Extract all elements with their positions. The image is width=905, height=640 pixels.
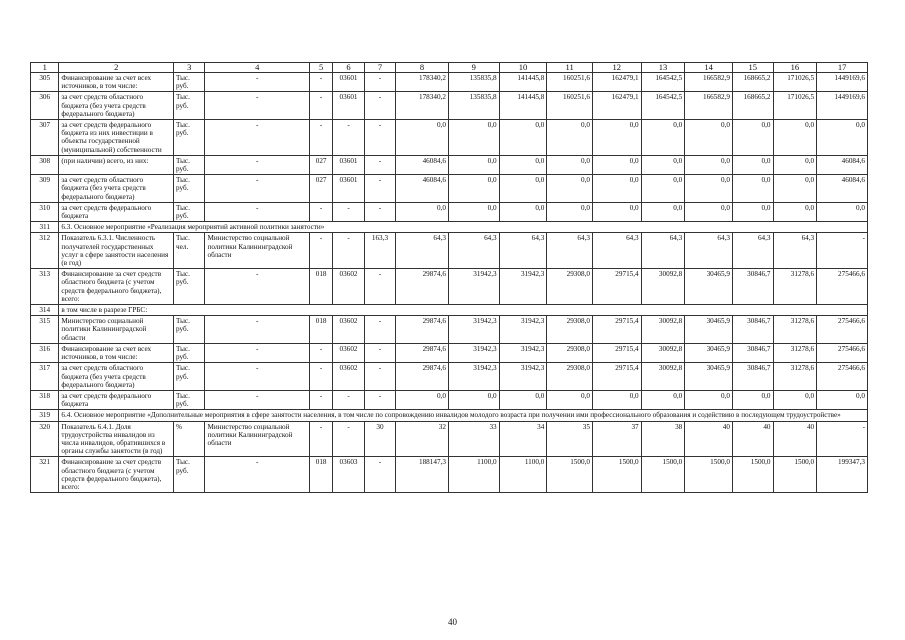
value-cell: 0,0 — [773, 175, 817, 203]
value-cell: 29715,4 — [592, 363, 641, 391]
value-cell: 29874,6 — [396, 363, 449, 391]
value-cell: 0,0 — [499, 120, 547, 156]
value-cell: - — [364, 120, 395, 156]
value-cell: 0,0 — [773, 155, 817, 174]
value-cell: 141445,8 — [499, 92, 547, 120]
value-cell: - — [309, 92, 332, 120]
row-number: 308 — [31, 155, 59, 174]
value-cell: 0,0 — [396, 390, 449, 409]
row-number: 314 — [31, 305, 59, 316]
table-row — [31, 202, 868, 221]
value-cell: 38 — [641, 421, 685, 457]
value-cell: 0,0 — [448, 175, 499, 203]
value-cell: 0,0 — [817, 202, 868, 221]
executor-cell: - — [205, 457, 309, 493]
value-cell: 178340,2 — [396, 92, 449, 120]
row-number: 305 — [31, 73, 59, 92]
value-cell: 0,0 — [732, 390, 773, 409]
value-cell: 171026,5 — [773, 73, 817, 92]
value-cell: 027 — [309, 155, 332, 174]
value-cell: - — [333, 202, 364, 221]
value-cell: 29308,0 — [547, 363, 593, 391]
row-number: 318 — [31, 390, 59, 409]
row-number: 312 — [31, 233, 59, 269]
executor-cell: - — [205, 343, 309, 362]
value-cell: - — [364, 155, 395, 174]
executor-cell: - — [205, 202, 309, 221]
executor-cell: - — [205, 120, 309, 156]
value-cell: - — [364, 457, 395, 493]
row-number: 315 — [31, 316, 59, 344]
value-cell: 1500,0 — [773, 457, 817, 493]
row-label: за счет средств областного бюджета (без учета средств федерального бюджета) — [59, 363, 174, 391]
value-cell: 29308,0 — [547, 343, 593, 362]
value-cell: 0,0 — [396, 202, 449, 221]
value-cell: - — [309, 120, 332, 156]
value-cell: - — [364, 316, 395, 344]
value-cell: 0,0 — [547, 390, 593, 409]
value-cell: 0,0 — [732, 202, 773, 221]
value-cell: 0,0 — [685, 155, 733, 174]
row-label: Финансирование за счет всех источников, в том числе: — [59, 73, 174, 92]
value-cell: 162479,1 — [592, 92, 641, 120]
table-row — [31, 155, 868, 174]
row-label: за счет средств федерального бюджета из них инвестиции в объекты государственной (муниципальной) собственности — [59, 120, 174, 156]
unit-cell: Тыс. руб. — [174, 73, 205, 92]
value-cell: 03601 — [333, 175, 364, 203]
row-number: 321 — [31, 457, 59, 493]
value-cell: 0,0 — [499, 155, 547, 174]
value-cell: 31278,6 — [773, 269, 817, 305]
value-cell: 135835,8 — [448, 73, 499, 92]
value-cell: 164542,5 — [641, 92, 685, 120]
value-cell: 31278,6 — [773, 363, 817, 391]
value-cell: 31942,3 — [499, 343, 547, 362]
value-cell: - — [364, 390, 395, 409]
unit-cell: Тыс. руб. — [174, 92, 205, 120]
value-cell: 46084,6 — [817, 175, 868, 203]
section-heading: 6.3. Основное мероприятие «Реализация мероприятий активной политики занятости» — [59, 222, 868, 233]
table-row — [31, 305, 868, 316]
value-cell: 29874,6 — [396, 343, 449, 362]
value-cell: 30092,8 — [641, 316, 685, 344]
value-cell: 1500,0 — [547, 457, 593, 493]
value-cell: 0,0 — [396, 120, 449, 156]
row-label: Показатель 6.3.1. Численность получателей государственных услуг в сфере занятости населения (в год) — [59, 233, 174, 269]
value-cell: 0,0 — [641, 175, 685, 203]
value-cell: 0,0 — [448, 202, 499, 221]
value-cell: 1449169,6 — [817, 92, 868, 120]
header-cell: 1 — [31, 63, 59, 73]
header-row — [31, 63, 868, 73]
value-cell: - — [309, 390, 332, 409]
unit-cell: Тыс. руб. — [174, 363, 205, 391]
row-number: 319 — [31, 410, 59, 421]
value-cell: 31942,3 — [499, 269, 547, 305]
value-cell: 0,0 — [685, 390, 733, 409]
value-cell: - — [333, 120, 364, 156]
value-cell: 275466,6 — [817, 343, 868, 362]
value-cell: 0,0 — [773, 202, 817, 221]
value-cell: - — [309, 233, 332, 269]
value-cell: - — [309, 421, 332, 457]
value-cell: - — [309, 73, 332, 92]
value-cell: 0,0 — [685, 120, 733, 156]
value-cell: - — [309, 202, 332, 221]
value-cell: 30092,8 — [641, 269, 685, 305]
value-cell: 29715,4 — [592, 343, 641, 362]
value-cell: 29308,0 — [547, 269, 593, 305]
value-cell: 0,0 — [685, 202, 733, 221]
value-cell: - — [817, 421, 868, 457]
section-heading: 6.4. Основное мероприятие «Дополнительные мероприятия в сфере занятости населения, в том числе по сопровождению инвалидов молодого возраста при получении ими профессионального образования и содействию в последующем трудоустройстве» — [59, 410, 868, 421]
value-cell: 0,0 — [448, 155, 499, 174]
value-cell: 31942,3 — [448, 363, 499, 391]
value-cell: 64,3 — [773, 233, 817, 269]
row-label: Финансирование за счет всех источников, в том числе: — [59, 343, 174, 362]
header-cell: 7 — [364, 63, 395, 73]
table-row — [31, 457, 868, 493]
value-cell: - — [309, 363, 332, 391]
budget-table — [30, 62, 868, 493]
row-number: 311 — [31, 222, 59, 233]
header-cell: 12 — [592, 63, 641, 73]
value-cell: 31942,3 — [499, 363, 547, 391]
table-row — [31, 316, 868, 344]
value-cell: 34 — [499, 421, 547, 457]
value-cell: 275466,6 — [817, 269, 868, 305]
value-cell: 30092,8 — [641, 363, 685, 391]
value-cell: 162479,1 — [592, 73, 641, 92]
value-cell: - — [817, 233, 868, 269]
value-cell: - — [333, 421, 364, 457]
executor-cell: - — [205, 73, 309, 92]
value-cell: 1500,0 — [732, 457, 773, 493]
value-cell: 03602 — [333, 269, 364, 305]
value-cell: 29874,6 — [396, 269, 449, 305]
table-row — [31, 233, 868, 269]
value-cell: 03601 — [333, 73, 364, 92]
value-cell: 30846,7 — [732, 269, 773, 305]
row-number: 317 — [31, 363, 59, 391]
value-cell: 64,3 — [592, 233, 641, 269]
executor-cell: - — [205, 175, 309, 203]
row-label: за счет средств федерального бюджета — [59, 390, 174, 409]
value-cell: 0,0 — [547, 120, 593, 156]
value-cell: 64,3 — [448, 233, 499, 269]
table-row — [31, 222, 868, 233]
value-cell: 35 — [547, 421, 593, 457]
value-cell: 0,0 — [732, 120, 773, 156]
executor-cell: - — [205, 390, 309, 409]
header-cell: 8 — [396, 63, 449, 73]
table-row — [31, 73, 868, 92]
unit-cell: Тыс. руб. — [174, 120, 205, 156]
value-cell: 018 — [309, 316, 332, 344]
value-cell: 1500,0 — [641, 457, 685, 493]
unit-cell: Тыс. руб. — [174, 155, 205, 174]
executor-cell: - — [205, 316, 309, 344]
value-cell: 0,0 — [641, 155, 685, 174]
header-cell: 10 — [499, 63, 547, 73]
executor-cell: - — [205, 269, 309, 305]
value-cell: 027 — [309, 175, 332, 203]
value-cell: 0,0 — [448, 390, 499, 409]
unit-cell: Тыс. руб. — [174, 269, 205, 305]
value-cell: 30465,9 — [685, 363, 733, 391]
value-cell: 0,0 — [641, 390, 685, 409]
value-cell: 64,3 — [547, 233, 593, 269]
value-cell: 31942,3 — [448, 316, 499, 344]
value-cell: 166582,9 — [685, 73, 733, 92]
row-label: Показатель 6.4.1. Доля трудоустройства инвалидов из числа инвалидов, обратившихся в органы службы занятости (в год) — [59, 421, 174, 457]
unit-cell: Тыс. чел. — [174, 233, 205, 269]
row-number: 310 — [31, 202, 59, 221]
header-cell: 6 — [333, 63, 364, 73]
value-cell: 29715,4 — [592, 316, 641, 344]
value-cell: 0,0 — [685, 175, 733, 203]
section-heading: в том числе в разрезе ГРБС: — [59, 305, 868, 316]
value-cell: 018 — [309, 457, 332, 493]
unit-cell: Тыс. руб. — [174, 316, 205, 344]
value-cell: 0,0 — [547, 155, 593, 174]
unit-cell: Тыс. руб. — [174, 175, 205, 203]
header-cell: 15 — [732, 63, 773, 73]
value-cell: 30846,7 — [732, 343, 773, 362]
header-cell: 13 — [641, 63, 685, 73]
value-cell: 31942,3 — [448, 343, 499, 362]
value-cell: 64,3 — [685, 233, 733, 269]
value-cell: 64,3 — [396, 233, 449, 269]
value-cell: 29874,6 — [396, 316, 449, 344]
value-cell: 30465,9 — [685, 269, 733, 305]
value-cell: - — [364, 202, 395, 221]
row-number: 313 — [31, 269, 59, 305]
value-cell: 1449169,6 — [817, 73, 868, 92]
value-cell: - — [364, 92, 395, 120]
value-cell: 64,3 — [641, 233, 685, 269]
row-label: за счет средств областного бюджета (без учета средств федерального бюджета) — [59, 92, 174, 120]
table-row — [31, 120, 868, 156]
value-cell: 160251,6 — [547, 73, 593, 92]
value-cell: 31942,3 — [448, 269, 499, 305]
header-cell: 9 — [448, 63, 499, 73]
value-cell: 30 — [364, 421, 395, 457]
value-cell: 03603 — [333, 457, 364, 493]
value-cell: 275466,6 — [817, 316, 868, 344]
executor-cell: - — [205, 92, 309, 120]
value-cell: 178340,2 — [396, 73, 449, 92]
value-cell: 32 — [396, 421, 449, 457]
value-cell: 30092,8 — [641, 343, 685, 362]
value-cell: 0,0 — [732, 155, 773, 174]
header-cell: 14 — [685, 63, 733, 73]
value-cell: 29308,0 — [547, 316, 593, 344]
value-cell: 0,0 — [592, 390, 641, 409]
value-cell: 1500,0 — [685, 457, 733, 493]
value-cell: 160251,6 — [547, 92, 593, 120]
value-cell: 0,0 — [499, 390, 547, 409]
value-cell: 46084,6 — [396, 155, 449, 174]
value-cell: 168665,2 — [732, 73, 773, 92]
row-number: 320 — [31, 421, 59, 457]
value-cell: - — [364, 269, 395, 305]
value-cell: 0,0 — [773, 390, 817, 409]
row-number: 307 — [31, 120, 59, 156]
value-cell: 171026,5 — [773, 92, 817, 120]
value-cell: 03601 — [333, 155, 364, 174]
value-cell: 46084,6 — [396, 175, 449, 203]
value-cell: 0,0 — [732, 175, 773, 203]
value-cell: - — [364, 73, 395, 92]
value-cell: 31278,6 — [773, 316, 817, 344]
value-cell: 0,0 — [547, 175, 593, 203]
table-row — [31, 175, 868, 203]
value-cell: 163,3 — [364, 233, 395, 269]
executor-cell: Министерство социальной политики Калининградской области — [205, 233, 309, 269]
row-label: за счет средств федерального бюджета — [59, 202, 174, 221]
value-cell: 0,0 — [448, 120, 499, 156]
row-number: 316 — [31, 343, 59, 362]
table-row — [31, 343, 868, 362]
header-cell: 2 — [59, 63, 174, 73]
row-label: Финансирование за счет средств областного бюджета (с учетом средств федерального бюджета), всего: — [59, 269, 174, 305]
value-cell: 0,0 — [592, 155, 641, 174]
value-cell: - — [364, 343, 395, 362]
page-number: 40 — [448, 617, 457, 627]
value-cell: - — [333, 233, 364, 269]
value-cell: 0,0 — [592, 175, 641, 203]
value-cell: 0,0 — [817, 120, 868, 156]
header-cell: 17 — [817, 63, 868, 73]
value-cell: 0,0 — [641, 202, 685, 221]
value-cell: 141445,8 — [499, 73, 547, 92]
value-cell: 03601 — [333, 92, 364, 120]
executor-cell: - — [205, 155, 309, 174]
value-cell: 30846,7 — [732, 363, 773, 391]
value-cell: - — [364, 175, 395, 203]
table-row — [31, 410, 868, 421]
value-cell: 0,0 — [547, 202, 593, 221]
value-cell: 30465,9 — [685, 316, 733, 344]
value-cell: 0,0 — [773, 120, 817, 156]
header-cell: 11 — [547, 63, 593, 73]
value-cell: 018 — [309, 269, 332, 305]
table-row — [31, 92, 868, 120]
value-cell: 31942,3 — [499, 316, 547, 344]
value-cell: 03602 — [333, 363, 364, 391]
value-cell: 30846,7 — [732, 316, 773, 344]
value-cell: 275466,6 — [817, 363, 868, 391]
value-cell: 1100,0 — [448, 457, 499, 493]
value-cell: 64,3 — [732, 233, 773, 269]
value-cell: 0,0 — [499, 175, 547, 203]
table-row — [31, 421, 868, 457]
table-row — [31, 269, 868, 305]
header-cell: 16 — [773, 63, 817, 73]
value-cell: - — [364, 363, 395, 391]
value-cell: 166582,9 — [685, 92, 733, 120]
value-cell: 40 — [773, 421, 817, 457]
value-cell: 0,0 — [641, 120, 685, 156]
row-label: Финансирование за счет средств областного бюджета (с учетом средств федерального бюджета), всего: — [59, 457, 174, 493]
row-label: Министерство социальной политики Калининградской области — [59, 316, 174, 344]
value-cell: 164542,5 — [641, 73, 685, 92]
unit-cell: Тыс. руб. — [174, 202, 205, 221]
row-label: (при наличии) всего, из них: — [59, 155, 174, 174]
value-cell: 33 — [448, 421, 499, 457]
value-cell: 40 — [732, 421, 773, 457]
row-number: 306 — [31, 92, 59, 120]
value-cell: 29715,4 — [592, 269, 641, 305]
table-row — [31, 363, 868, 391]
value-cell: - — [333, 390, 364, 409]
value-cell: 1500,0 — [592, 457, 641, 493]
value-cell: 03602 — [333, 343, 364, 362]
value-cell: 199347,3 — [817, 457, 868, 493]
header-cell: 4 — [205, 63, 309, 73]
value-cell: 0,0 — [592, 120, 641, 156]
unit-cell: Тыс. руб. — [174, 343, 205, 362]
value-cell: - — [309, 343, 332, 362]
value-cell: 168665,2 — [732, 92, 773, 120]
header-cell: 5 — [309, 63, 332, 73]
value-cell: 0,0 — [592, 202, 641, 221]
value-cell: 188147,3 — [396, 457, 449, 493]
value-cell: 31278,6 — [773, 343, 817, 362]
value-cell: 135835,8 — [448, 92, 499, 120]
value-cell: 1100,0 — [499, 457, 547, 493]
value-cell: 0,0 — [499, 202, 547, 221]
value-cell: 46084,6 — [817, 155, 868, 174]
value-cell: 03602 — [333, 316, 364, 344]
executor-cell: - — [205, 363, 309, 391]
unit-cell: % — [174, 421, 205, 457]
unit-cell: Тыс. руб. — [174, 457, 205, 493]
row-number: 309 — [31, 175, 59, 203]
table-row — [31, 390, 868, 409]
unit-cell: Тыс. руб. — [174, 390, 205, 409]
value-cell: 40 — [685, 421, 733, 457]
header-cell: 3 — [174, 63, 205, 73]
value-cell: 37 — [592, 421, 641, 457]
value-cell: 0,0 — [817, 390, 868, 409]
value-cell: 30465,9 — [685, 343, 733, 362]
row-label: за счет средств областного бюджета (без учета средств федерального бюджета) — [59, 175, 174, 203]
executor-cell: Министерство социальной политики Калининградской области — [205, 421, 309, 457]
value-cell: 64,3 — [499, 233, 547, 269]
